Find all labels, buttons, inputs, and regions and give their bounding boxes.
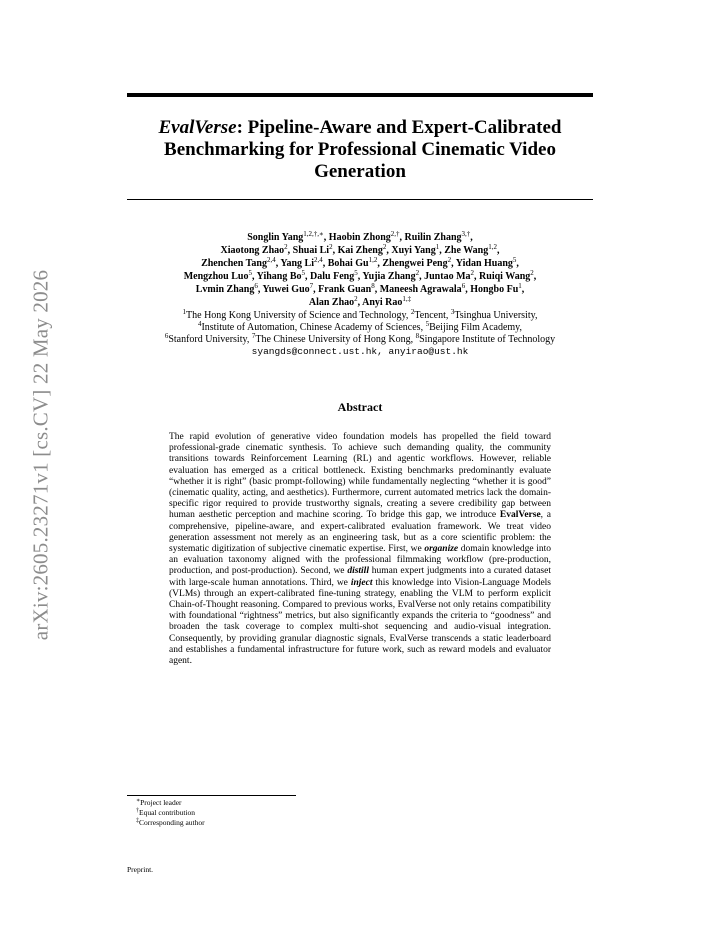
- author-text: Yidan Huang: [455, 258, 513, 269]
- author-name: [470, 284, 522, 295]
- author-affiliation-marks: 7: [309, 282, 314, 290]
- author-affiliation-marks: 5: [248, 269, 252, 277]
- affiliation-mark: 8: [415, 332, 420, 340]
- author-affiliation-marks: 2: [284, 243, 288, 251]
- keyword-distill: distill: [347, 566, 369, 577]
- author-text: Juntao Ma: [424, 271, 471, 282]
- preprint-label: Preprint.: [127, 865, 154, 874]
- author-name: [391, 245, 439, 256]
- title-top-rule: [127, 93, 593, 97]
- author-text: Haobin Zhong: [328, 232, 391, 243]
- author-name: [318, 284, 375, 295]
- author-name: [362, 271, 419, 282]
- author-affiliation-marks: 5: [301, 269, 306, 277]
- footnote-rule: [127, 795, 296, 796]
- author-affiliation-marks: 2,†: [390, 230, 400, 238]
- abstract-segment: this knowledge into Vision-Language Models (VLMs) through an expert-calibrated fine-tuning strategy, enabling the VLM to perform explicit Chain-of-Thought reasoning. Compared to previous works, EvalVerse not only retains compatibility with foundational “rightness” metrics, but also significantly expands the criteria to “goodness” and broaden the task coverage to complex multi-shot sequencing and audio-visual integration. Consequently, by providing granular diagnostic signals, EvalVerse transcends a static leaderboard and establishes a fundamental infrastructure for future work, such as reward models and evaluator agent.: [169, 577, 551, 667]
- affiliation-mark: 5: [425, 320, 430, 328]
- footnote-mark: ∗: [136, 798, 141, 804]
- author-text: Yang Li: [280, 258, 314, 269]
- footnote-text: Project leader: [140, 798, 182, 807]
- footnote-text: Corresponding author: [139, 818, 205, 827]
- abstract-segment: human expert judgments into a curated dataset with large-scale human annotations. Third, we: [169, 566, 551, 588]
- author-name: [338, 245, 387, 256]
- contact-emails: syangds@connect.ust.hk, anyirao@ust.hk: [251, 346, 469, 357]
- author-name: [380, 284, 465, 295]
- framework-name: EvalVerse: [499, 510, 541, 521]
- author-name: [247, 232, 324, 243]
- affiliation-mark: 6: [164, 332, 169, 340]
- author-affiliation-marks: 2,4: [313, 256, 323, 264]
- author-text: Lvmin Zhang: [195, 284, 255, 295]
- author-text: Xiaotong Zhao: [220, 245, 285, 256]
- author-text: Songlin Yang: [247, 232, 304, 243]
- abstract-segment: , a comprehensive, pipeline-aware, and expert-calibrated evaluation framework. We treat video generation assessment not merely as an engineering task, but as a core scientific problem: the systematic digitization of subjective cinematic expertise. First, we: [169, 510, 551, 555]
- author-name: [293, 245, 333, 256]
- author-affiliation-marks: 2: [329, 243, 333, 251]
- footnote: [136, 798, 205, 808]
- affiliation-mark: 1: [182, 308, 187, 316]
- affiliation-line-2: [100, 322, 620, 334]
- abstract-segment: domain knowledge into an evaluation taxonomy aligned with the professional filmmaking workflow (pre-production, production, and post-production). Second, we: [169, 544, 551, 577]
- author-name: [263, 284, 314, 295]
- author-affiliation-marks: 2: [382, 243, 387, 251]
- author-text: Yujia Zhang: [362, 271, 416, 282]
- author-affiliation-marks: 2,4: [266, 256, 276, 264]
- author-text: Zhe Wang: [444, 245, 489, 256]
- affiliation-mark: 7: [251, 332, 256, 340]
- title-bottom-rule: [127, 199, 593, 200]
- footnote-text: Equal contribution: [139, 808, 196, 817]
- affiliation-mark: 4: [197, 320, 202, 328]
- affiliation-name: The Hong Kong University of Science and Technology,: [186, 310, 411, 321]
- affiliation-name: The Chinese University of Hong Kong,: [255, 334, 416, 345]
- author-text: Yihang Bo: [256, 271, 302, 282]
- author-affiliation-marks: 5: [354, 269, 358, 277]
- author-name: [257, 271, 305, 282]
- author-text: Mengzhou Luo: [183, 271, 249, 282]
- abstract-text: [169, 432, 551, 667]
- author-affiliation-marks: 1,‡: [402, 295, 412, 303]
- author-name: [309, 297, 358, 308]
- abstract-segment: The rapid evolution of generative video foundation models has propelled the field toward professional-grade cinematic synthesis. To achieve such demanding quality, the community transitions towards Reinforcement Learning (RL) and agentic workflows. However, reliable evaluation has emerged as a critical bottleneck. Existing benchmarks predominantly evaluate “whether it is right” (basic prompt-following) while fundamentally neglecting “whether it is good” (cinematic quality, acting, and aesthetics). Furthermore, current automated metrics lack the domain-specific rigor required to provide trustworthy signals, creating a severe credibility gap between human aesthetic perception and machine scoring. To bridge this gap, we introduce: [169, 432, 551, 521]
- author-affiliation-marks: 2: [447, 256, 452, 264]
- author-text: Shuai Li: [292, 245, 330, 256]
- author-name: [328, 258, 378, 269]
- author-affiliation-marks: 2: [415, 269, 420, 277]
- footnote-mark: ‡: [136, 818, 139, 824]
- author-text: Maneesh Agrawala: [379, 284, 462, 295]
- author-text: Ruilin Zhang: [404, 232, 462, 243]
- affiliation-name: Singapore Institute of Technology: [419, 334, 556, 345]
- author-affiliation-marks: 1,2: [368, 256, 378, 264]
- affiliation-name: Beijing Film Academy,: [429, 322, 523, 333]
- author-name: [329, 232, 400, 243]
- author-affiliation-marks: 1,2,†,∗: [303, 230, 324, 238]
- author-name: [405, 232, 471, 243]
- affiliation-mark: 3: [450, 308, 455, 316]
- author-text: Yuwei Guo: [262, 284, 310, 295]
- affiliation-line-3: [100, 334, 620, 346]
- author-text: Hongbo Fu: [470, 284, 519, 295]
- affiliations: [100, 310, 620, 358]
- author-affiliation-marks: 8: [371, 282, 375, 290]
- abstract-heading: Abstract: [337, 400, 383, 414]
- author-name: [382, 258, 451, 269]
- footnote: [136, 818, 205, 828]
- title-rest: : Pipeline-Aware and Expert-Calibrated Benchmarking for Professional Cinematic Video Generation: [164, 117, 562, 182]
- author-text: Bohai Gu: [327, 258, 369, 269]
- author-name: [444, 245, 497, 256]
- author-name: [280, 258, 322, 269]
- author-affiliation-marks: 2: [354, 295, 358, 303]
- author-list: Songlin Yang$^{1,2,\dagger,∗}$, Haobin Zhong$^{2,\dagger}$, Ruilin Zhang$^{3,\dagger}$, Xiaotong Zhao$^2$, Shuai Li$^2$, Kai Zheng$^2$, Xuyi Yang$^1$, Zhe Wang$^{1,2}$, Zhenchen Tang$^{2,4}$, Yang Li$^{2,4}$, Bohai Gu$^{1,2}$, Zhengwei Peng$^2$, Yidan Huang$^5$, Mengzhou Luo$^5$, Yihang Bo$^5$, Dalu Feng$^5$, Yujia Zhang$^2$, Juntao Ma$^2$, Ruiqi Wang$^2$, Lvmin Zhang$^6$, Yuwei Guo$^7$, Frank Guan$^8$, Maneesh Agrawala$^6$, Hongbo Fu$^1$, Alan Zhao$^2$, Anyi Rao$^{1,\ddagger}$: [183, 230, 537, 308]
- author-affiliation-marks: 3,†: [461, 230, 471, 238]
- affiliation-mark: 2: [410, 308, 415, 316]
- affiliation-name: Tencent,: [414, 310, 451, 321]
- author-affiliation-marks: 1: [435, 243, 440, 251]
- author-affiliation-marks: 1: [518, 282, 522, 290]
- author-text: Ruiqi Wang: [479, 271, 531, 282]
- author-affiliation-marks: 5: [512, 256, 517, 264]
- author-text: Zhengwei Peng: [382, 258, 448, 269]
- author-name: [221, 245, 288, 256]
- author-affiliation-marks: 6: [254, 282, 258, 290]
- author-text: Kai Zheng: [337, 245, 383, 256]
- author-text: Dalu Feng: [310, 271, 355, 282]
- title-italic-part: EvalVerse: [158, 117, 237, 138]
- author-name: [184, 271, 252, 282]
- author-name: [201, 258, 276, 269]
- author-name: [479, 271, 534, 282]
- author-name: [362, 297, 411, 308]
- author-text: Alan Zhao: [308, 297, 355, 308]
- footnote-mark: †: [136, 808, 139, 814]
- author-name: [310, 271, 358, 282]
- author-affiliation-marks: 2: [470, 269, 475, 277]
- author-text: Frank Guan: [318, 284, 372, 295]
- author-affiliation-marks: 6: [461, 282, 466, 290]
- footnotes: [136, 798, 205, 828]
- author-name: [424, 271, 474, 282]
- author-text: Xuyi Yang: [391, 245, 436, 256]
- affiliation-name: Stanford University,: [168, 334, 252, 345]
- author-name: [196, 284, 258, 295]
- author-text: Zhenchen Tang: [201, 258, 267, 269]
- footnote: [136, 808, 205, 818]
- author-affiliation-marks: 1,2: [488, 243, 497, 251]
- affiliation-name: Institute of Automation, Chinese Academy of Sciences,: [201, 322, 426, 333]
- author-affiliation-marks: 2: [530, 269, 534, 277]
- arxiv-stamp: arXiv:2605.23271v1 [cs.CV] 22 May 2026: [28, 269, 53, 641]
- author-text: Anyi Rao: [362, 297, 403, 308]
- keyword-inject: inject: [350, 577, 373, 588]
- paper-title: [127, 117, 593, 183]
- affiliation-name: Tsinghua University,: [454, 310, 538, 321]
- author-name: [456, 258, 517, 269]
- keyword-organize: organize: [424, 544, 459, 555]
- affiliation-line-1: [100, 310, 620, 322]
